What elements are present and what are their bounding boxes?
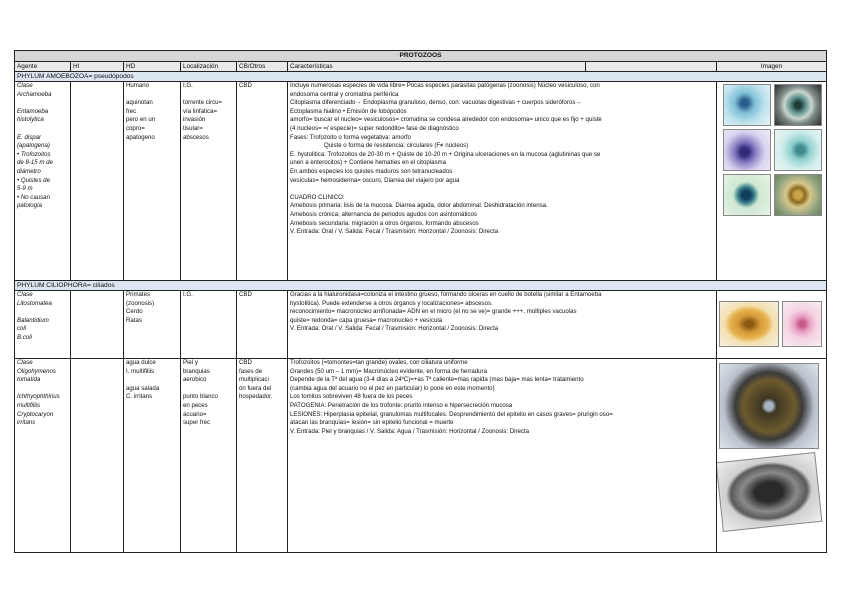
text-line (17, 385, 68, 394)
text-line: (cambia agua del acuario no el pez en particular) lo pone en este momento) (290, 384, 495, 392)
image-cell (717, 359, 827, 553)
text-line: Litostomatea (17, 299, 52, 307)
protozoa-table (14, 50, 826, 553)
ciliate-micrograph-image (717, 452, 823, 532)
cb-cell (237, 82, 288, 281)
text-line: CBD (239, 359, 252, 366)
col-header-localizacion: Localización (181, 62, 237, 72)
agente-cell (15, 82, 71, 281)
text-line: hospedador. (239, 393, 273, 401)
text-line: quiste= redonda= capa gruesa= macronucleo + vesícula (290, 316, 443, 324)
text-line: LESIONES: Hiperplasia epitelial, granulomas multifocales. Desprendimiento del epitelio en casos graves= prurigin oso= (290, 410, 613, 418)
text-line: CUADRO CLINICO: (290, 193, 345, 201)
table-row (15, 291, 827, 359)
text-line: • No causan (17, 193, 50, 201)
text-line: fases de (239, 367, 263, 375)
text-line (183, 385, 234, 394)
text-line: I.G. (183, 82, 193, 89)
text-line: ón fuera del (239, 384, 272, 392)
image-gallery (719, 363, 824, 527)
text-line (17, 308, 68, 317)
text-line: atacan las branquias= lesion= sin epitelio funcional = muerte (290, 419, 454, 427)
text-line: Clase (17, 82, 33, 89)
text-line: multiplicaci (239, 376, 269, 384)
text-line: tisular= (183, 124, 203, 132)
agente-cell (15, 359, 71, 553)
amoeba-cyst-image (774, 174, 822, 216)
balantidium-trophozoite-image (782, 301, 822, 347)
table-row (15, 82, 827, 281)
text-line (17, 99, 68, 108)
text-line (290, 185, 714, 194)
text-line: endosoma central y cromatina periférica (290, 90, 399, 98)
ichthyophthirius-trophont-image (719, 363, 819, 449)
text-line: Gracias a la hialuronidasa=coloniza el intestino grueso, formando úlceras en cuello de botella (similar a Entamoeba (290, 291, 602, 298)
text-line: coli (17, 325, 27, 333)
text-line: Amebosis crónica; alternancia de periodos agudos con asintomáticos (290, 210, 477, 218)
image-gallery (723, 84, 824, 216)
text-line: CBD (239, 291, 252, 298)
localizacion-cell (181, 359, 237, 553)
text-line: histolytica (17, 116, 44, 124)
text-line: Ratas (126, 316, 142, 324)
text-line: apatogeno (126, 133, 155, 141)
agente-cell (15, 291, 71, 359)
text-line: Primates (126, 291, 151, 298)
text-line (17, 125, 68, 134)
text-line: • Quistes de (17, 176, 50, 184)
text-line: Entamoeba (17, 107, 49, 115)
text-line: branquias (183, 367, 210, 375)
text-line: B.coli (17, 333, 32, 341)
text-line: PATOGENIA: Penetración de los trofonte: prurito intenso e hipersecreción mucosa (290, 401, 513, 409)
text-line: tomatida (17, 376, 41, 384)
text-line: aquinotan (126, 99, 153, 107)
text-line: Fases: Trofozoito o forma vegetativa: amorfo (290, 133, 411, 141)
image-gallery (719, 301, 824, 347)
balantidium-cyst-image (719, 301, 779, 347)
phylum-header: PHYLUM AMOEBOZOA= pseudópodos (15, 72, 827, 82)
col-header-hd: HD (124, 62, 181, 72)
col-header-imagen: Imagen (717, 62, 827, 72)
caracteristicas-cell (288, 359, 717, 553)
text-line: Citoplasma diferenciado→ Endoplasma granuloso, denso, con: vacuolas digestivas + cuerpos sideróforos→ (290, 99, 582, 107)
phylum-header: PHYLUM CILIOPHORA= ciliados (15, 281, 827, 291)
text-line: hystolitica). Puede extenderse a otros órganos y localizaciones= abscesos. (290, 299, 493, 307)
text-line: CBD (239, 82, 252, 89)
text-line: de 8-15 m de (17, 159, 53, 167)
text-line: agua dulce (126, 359, 156, 366)
text-line: irritans (17, 419, 36, 427)
text-line: Balantidium (17, 316, 49, 324)
text-line: torrente circu= (183, 99, 223, 107)
text-line: Archamoeba (17, 90, 52, 98)
text-line: agua salada (126, 384, 160, 392)
amoeba-cyst-image (774, 84, 822, 126)
image-cell (717, 82, 827, 281)
col-header-cb: CB/Otros (237, 62, 288, 72)
col-header-hi: HI (71, 62, 124, 72)
text-line: Ichthyophthirius (17, 393, 60, 401)
text-line: en peces (183, 401, 208, 409)
text-line: Clase (17, 291, 33, 298)
text-line: Grandes (50 um – 1 mm)= Macronúcleo evidente, en forma de herradura (290, 367, 487, 375)
amoeba-trophozoite-image (723, 84, 771, 126)
text-line: invasión (183, 116, 206, 124)
col-header-empty (586, 62, 717, 72)
text-line: reconocimiento= macronúcleo arriñonada= ADN en el micro (el no se ve)= grande +++, múltiples vacuolas (290, 308, 577, 316)
text-line: Humano (126, 82, 150, 89)
text-line: amorfo= buscar el nucleo= vesiculosos= cromatina se condesa alrededor con endosoma= unico que es fijo + quiste (290, 116, 602, 124)
text-line: Cryptocaryon (17, 410, 54, 418)
hd-cell (124, 291, 181, 359)
hi-cell (71, 82, 124, 281)
hd-cell (124, 359, 181, 553)
text-line: unen a enterocitos) + Contiene hematíes en el citoplasma (290, 159, 446, 167)
text-line: vía linfatica= (183, 107, 218, 115)
text-line: (4 nucleos= =/ especie)= super redondito= fase de diagnóstico (290, 124, 459, 132)
text-line: 5-9 m (17, 185, 33, 193)
text-line: Oligohymenos (17, 367, 56, 375)
hi-cell (71, 359, 124, 553)
text-line (183, 91, 234, 100)
text-line: V. Entrada: Oral / V. Salida: Fecal / Trasmisión: Horizontal / Zoonosis: Directa (290, 325, 499, 333)
text-line: aerobico (183, 376, 207, 384)
text-line: • Trofozoitos (17, 150, 51, 158)
text-line: E. hystolitica: Trofozoitos de 20-30 m + Quiste de 10-20 m + Origina ulceraciones en la mucosa (aglutininas que se (290, 150, 601, 158)
text-line: Ectoplasma hialino • Emisión de lobópodos (290, 107, 407, 115)
text-line: super frec (183, 419, 211, 427)
text-line: abscesos (183, 133, 209, 141)
table-title: PROTOZOOS (15, 51, 827, 62)
text-line: Cerdo (126, 308, 143, 316)
text-line: diámetro (17, 167, 41, 175)
cb-cell (237, 291, 288, 359)
text-line: vesículas= hemosiderina= oscuro, Diarrea del viajero por agua (290, 176, 460, 184)
text-line: I. multifiliis (126, 367, 155, 375)
text-line: multifiliis (17, 401, 41, 409)
text-line: punto blanco (183, 393, 218, 401)
text-line: frec (126, 107, 137, 115)
image-cell (717, 291, 827, 359)
text-line: V. Entrada: Piel y branquias / V. Salida: Agua / Trasmisión: Horizontal / Zoonosis: Directa (290, 427, 530, 435)
text-line: Los tomitos sobreviven 48 fuera de los peces (290, 393, 413, 401)
text-line: En ambos especies los quistes maduros son tetranucleados (290, 167, 453, 175)
amoeba-trophozoite-image (723, 129, 771, 171)
text-line: pero en un (126, 116, 156, 124)
text-line: acuario= (183, 410, 207, 418)
text-line: C. irritans (126, 393, 153, 401)
text-line: copro= (126, 124, 145, 132)
text-line: Amebosis primaria: lisis de la mucosa. Diarrea aguda, dolor abdominal. Deshidratación intensa. (290, 202, 548, 210)
hd-cell (124, 82, 181, 281)
text-line: E. dispar (17, 133, 42, 141)
text-line: Clase (17, 359, 33, 366)
text-line: (zoonosis) (126, 299, 155, 307)
cb-cell (237, 359, 288, 553)
caracteristicas-cell (288, 291, 717, 359)
text-line: (apatogena) (17, 142, 50, 150)
col-header-agente: Agente (15, 62, 71, 72)
text-line: Incluye numerosas especies de vida libre= Pocas especies parásitas patógenas (zoonosis) Núcleo vesiculoso, con (290, 82, 600, 89)
text-line: Depende de la Tª del agua (3-4 días a 24ºC)=+as Tª caliente=mas rapida (mas baja= mas lenta= tratamiento (290, 376, 584, 384)
caracteristicas-cell (288, 82, 717, 281)
amoeba-cyst-image (774, 129, 822, 171)
text-line: patología (17, 202, 43, 210)
amoeba-cyst-image (723, 174, 771, 216)
text-line: Quiste o forma de resistencia: circulares (F≠ núcleos) (324, 142, 469, 150)
text-line: Piel y (183, 359, 198, 366)
col-header-caracteristicas: Características (288, 62, 586, 72)
table-row (15, 359, 827, 553)
text-line (126, 91, 178, 100)
text-line: I.G. (183, 291, 193, 298)
text-line: Amebosis secundaria: migración a otros órganos, formando abscesos (290, 219, 479, 227)
text-line (126, 376, 178, 385)
localizacion-cell (181, 82, 237, 281)
hi-cell (71, 291, 124, 359)
text-line: Trofozoitos (=tomontes=tan grande) ovales, con ciliatura uniforme (290, 359, 468, 366)
text-line: V. Entrada: Oral / V. Salida: Fecal / Trasmisión: Horizontal / Zoonosis: Directa (290, 228, 499, 236)
localizacion-cell (181, 291, 237, 359)
